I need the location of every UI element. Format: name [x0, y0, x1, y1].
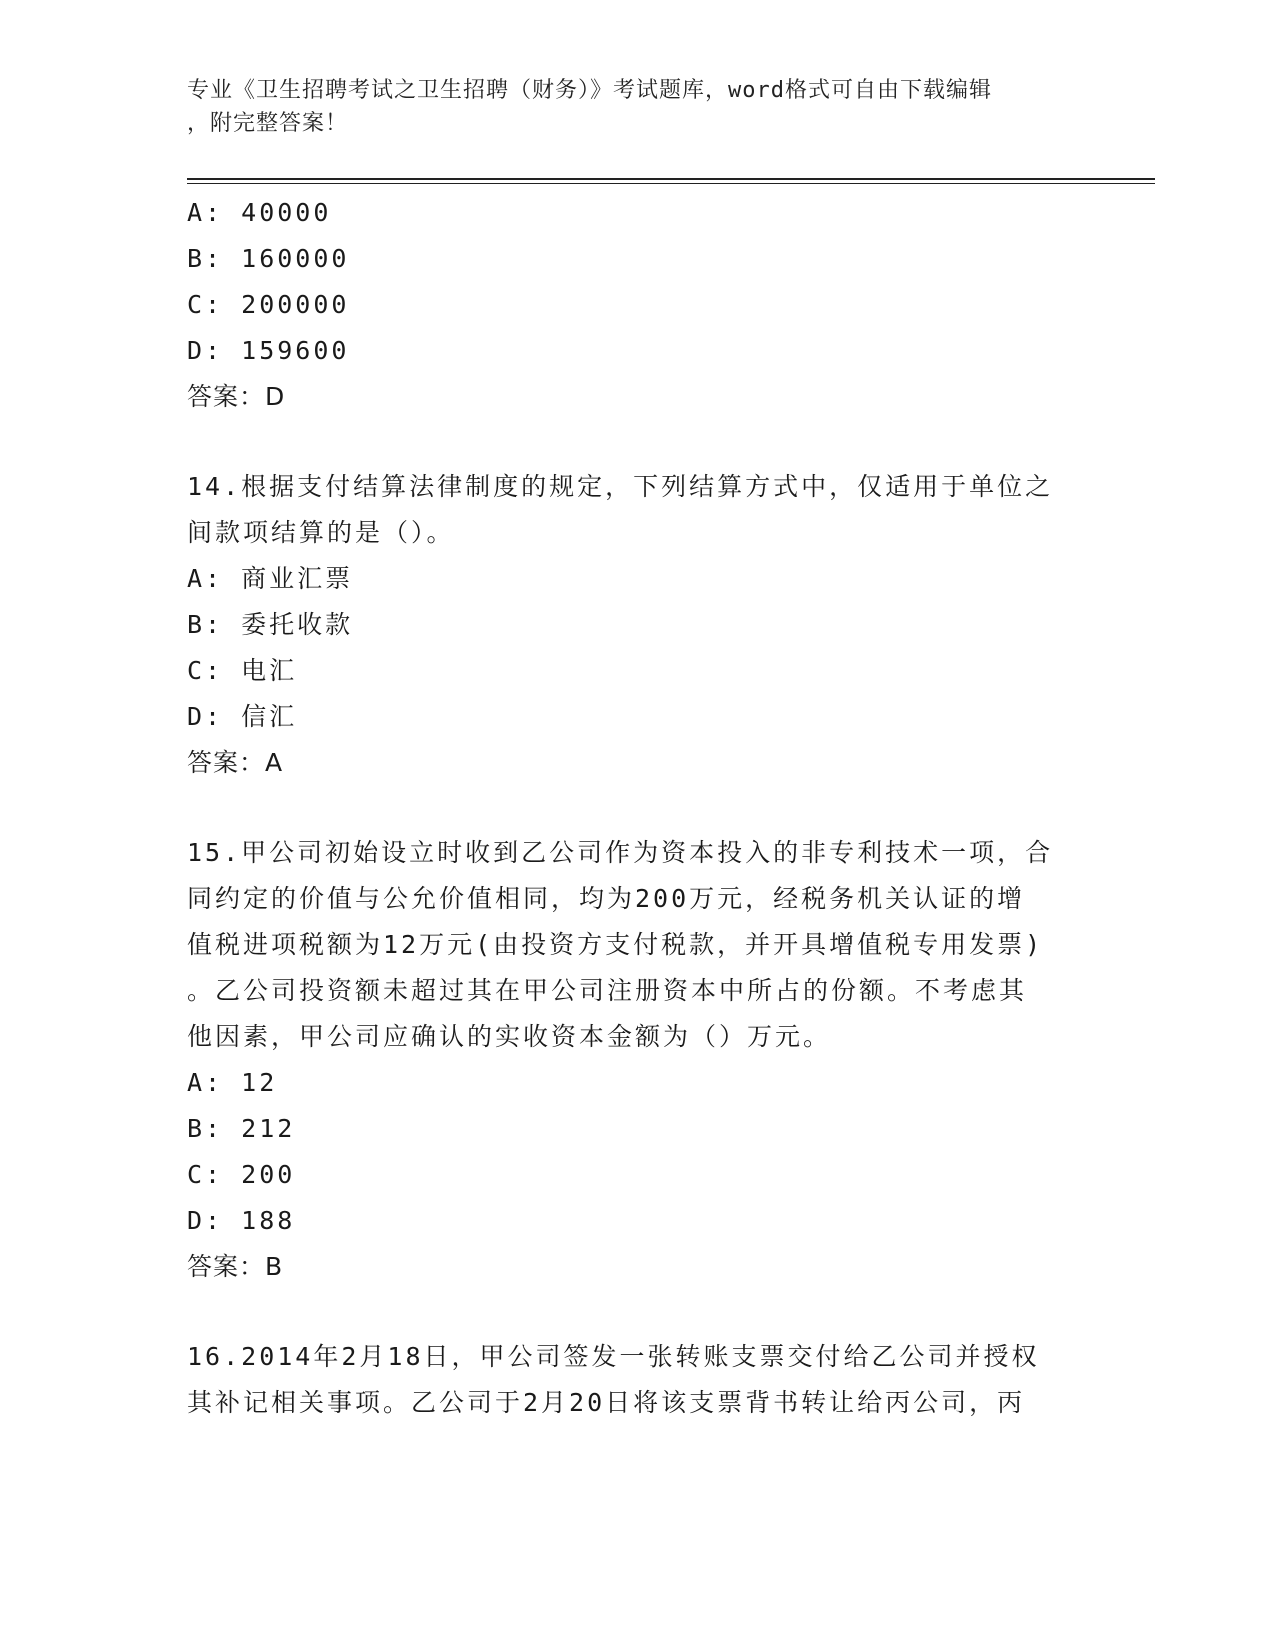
question-text-line: 14.根据支付结算法律制度的规定，下列结算方式中，仅适用于单位之 [187, 472, 1054, 501]
question-text-line: 他因素，甲公司应确认的实收资本金额为（）万元。 [187, 1022, 832, 1051]
option-b: B: 212 [187, 1114, 296, 1143]
option-b: B: 160000 [187, 244, 350, 273]
question-text-line: 16.2014年2月18日，甲公司签发一张转账支票交付给乙公司并授权 [187, 1342, 1040, 1371]
question-text-line: 。乙公司投资额未超过其在甲公司注册资本中所占的份额。不考虑其 [187, 976, 1028, 1005]
question-15 [187, 830, 1087, 1290]
spacer [187, 1290, 1087, 1334]
option-d: D: 188 [187, 1206, 296, 1235]
option-d: D: 159600 [187, 336, 350, 365]
option-a: A: 40000 [187, 198, 332, 227]
question-text-line: 其补记相关事项。乙公司于2月20日将该支票背书转让给丙公司，丙 [187, 1388, 1026, 1417]
option-a: A: 商业汇票 [187, 564, 354, 593]
document-header [187, 74, 1067, 140]
option-c: C: 200000 [187, 290, 350, 319]
answer: 答案：D [187, 382, 286, 411]
option-c: C: 200 [187, 1160, 296, 1189]
option-d: D: 信汇 [187, 702, 298, 731]
spacer [187, 420, 1087, 464]
answer: 答案：B [187, 1252, 284, 1281]
question-text-line: 15.甲公司初始设立时收到乙公司作为资本投入的非专利技术一项，合 [187, 838, 1054, 867]
header-title-line-2: ，附完整答案！ [187, 111, 349, 136]
answer: 答案：A [187, 748, 284, 777]
question-content [187, 190, 1087, 1426]
option-a: A: 12 [187, 1068, 278, 1097]
option-b: B: 委托收款 [187, 610, 354, 639]
header-divider [187, 178, 1155, 184]
option-c: C: 电汇 [187, 656, 298, 685]
question-text-line: 值税进项税额为12万元(由投资方支付税款，并开具增值税专用发票) [187, 930, 1044, 959]
header-title-line-1: 专业《卫生招聘考试之卫生招聘（财务）》考试题库，word格式可自由下载编辑 [187, 78, 992, 103]
question-14 [187, 464, 1087, 786]
question-13 [187, 190, 1087, 420]
question-text-line: 同约定的价值与公允价值相同，均为200万元，经税务机关认证的增 [187, 884, 1026, 913]
question-16 [187, 1334, 1087, 1426]
question-text-line: 间款项结算的是（）。 [187, 518, 455, 547]
spacer [187, 786, 1087, 830]
